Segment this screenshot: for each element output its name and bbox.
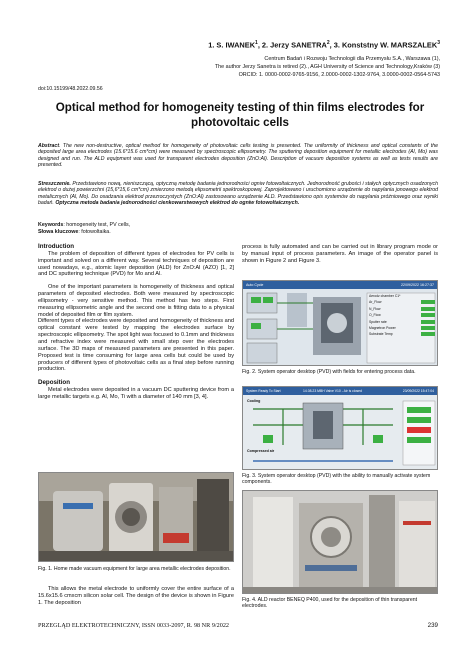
figure-2-screenshot — [242, 280, 438, 366]
intro-paragraph: Different types of electrodes were deposited and homogeneity of thickness and optical constant were tested by mapping the electrodes surface by spectroscopic ellipsometry. The spot light was focused to 0.1mm and thickness and refractive index were measured with small step over the electrodes surface. The 3D maps of measured parameters are presented in this paper. Proposed test is time consuming for large area cells but could be used by producers of different types of photovoltaic cells as a final step before running production. — [38, 318, 234, 373]
left-column-bottom: This allows the metal electrode to uniformly cover the entire surface of a 15.6x15.6 cmxcm silicon solar cell. The design of the device is shown in Figure 1. The deposition — [38, 586, 234, 606]
streszczenie-title: Optyczna metoda badania jednorodności cienkowarstwowych elektrod do ogniw fotowoltaicznych. — [55, 200, 300, 207]
abstract-label: Abstract — [38, 143, 60, 149]
right-column-intro: process is fully automated and can be carried out in library program mode or by manual input of process parameters. An image of the operator panel is shown in Figure 2 and Figure 3. — [242, 244, 438, 264]
journal-footer: PRZEGLĄD ELEKTROTECHNICZNY, ISSN 0033-2097, R. 98 NR 9/2022 — [38, 622, 230, 629]
keywords-pl-label: Słowa kluczowe — [38, 228, 79, 235]
figure-1-photo — [38, 472, 234, 562]
fig3-titlebar — [243, 387, 437, 395]
vacuum-equipment-photo — [39, 473, 234, 562]
fig3-title: System Ready To Start — [246, 389, 281, 393]
fig2-row: N_Flow — [369, 306, 435, 312]
fig2-row: Sputter rate — [369, 319, 435, 325]
affiliations — [100, 55, 440, 80]
footer — [38, 622, 438, 629]
deposition-heading: Deposition — [38, 379, 70, 387]
figure-3-screenshot — [242, 386, 438, 470]
figure-4-photo — [242, 490, 438, 594]
keywords-text: : homogeneity test, PV cells, — [63, 222, 131, 228]
abstract: Abstract. The new non-destructive, optical method for homogeneity of photovoltaic cells testing is presented. The uniformity of thickness and optical constants of the deposited large area electrodes (15.6*15.6 cm*cm) were measured by spectroscopic ellipsometry. The sputtering deposition equipment for metallic electrodes (Al, Mo) was designed and run. The ALD equipment was used for transparent electrodes deposition (ZnO:Al). Description of vacuum deposition systems as well as tests results are presented. — [38, 143, 438, 169]
affiliation-line: Centrum Badań i Rozwoju Technologii dla Przemysłu S.A., Warszawa (1), — [264, 56, 440, 62]
intro-paragraph: One of the important parameters is homogeneity of thickness and optical parameters of deposited electrodes. Both were measured by spectroscopic ellipsometry - very sensitive method. This method has two steps. First measuring ellipsometric angle and the second one is fitting data to a physical model of deposited film or film system. — [38, 284, 234, 318]
fig2-row: Magnetron Power — [369, 325, 435, 331]
streszczenie — [38, 181, 438, 207]
fig2-row: Substrate Temp — [369, 331, 435, 337]
fig2-panel — [369, 293, 435, 338]
ald-reactor-photo — [243, 491, 438, 594]
fig2-row: Ar_Flow — [369, 299, 435, 305]
affiliation-line: The author Jerzy Sanetra is retired (2)., AGH University of Science and Technology,Kraków (3) — [214, 64, 440, 71]
left-column-top — [38, 244, 234, 401]
figure-1-caption: Fig. 1. Home made vacuum equipment for large area metallic electrodes deposition. — [38, 566, 231, 572]
introduction-heading: Introduction — [38, 243, 75, 250]
keywords-label: Keywords — [38, 222, 64, 228]
streszczenie-text: Przedstawiono nową, nieniszczącą, optyczną metodę badania jednorodności ogniw fotowoltaicznych. Jednorodność grubości i stałych optycznych osadzonych elektrod o dużej powierzchni (15,6*15,6 cm*cm) zmierzono metodą elipsometrii spektroskopowej. Zaprojektowano i uruchomiono urządzenie do napylania jonowego elektrod metalicznych (Al, Mo). Do osadzania elektrod przezroczystych (ZnO:Al) zastosowano urządzenie ALD. Przedstawiono opis systemów do napylania próżniowego oraz wyniki badań. — [38, 181, 438, 207]
page-number: 239 — [427, 622, 438, 629]
figure-4-caption: Fig. 4. ALD reactor BENEQ P400, used for the deposition of thin transparent electrodes. — [242, 597, 418, 610]
fig3-message: 14.08.23 MBH Valve V10 - Air is closed — [303, 389, 362, 393]
figure-2-caption: Fig. 2. System operator desktop (PVD) with fields for entering process data. — [242, 369, 416, 375]
deposition-paragraph: Metal electrodes were deposited in a vacuum DC sputtering device from a large metallic targets e.g. Al, Mo, Ti with a diameter of 140 mm [3, 4]. — [38, 387, 234, 400]
authors: 1. S. IWANEK$^1$, 2. Jerzy SANETRA$^2$, 3. Konststny W. MARSZALEK$^3$ — [208, 40, 440, 50]
fig2-date: 22/09/2022 16:27:37 — [401, 283, 434, 287]
streszczenie-label: Streszczenie. — [38, 181, 71, 187]
fig3-cooling-label: Cooling — [247, 399, 261, 403]
intro-paragraph: The problem of deposition of different types of electrodes for PV cells is important and solved on a different way. Several techniques of deposition are used nowadays, e.g., atomic layer deposition (ALD) for ZnO:Al (AZO) [1, 2] and DC sputtering technique (PVD) for Mo and Al. — [38, 250, 234, 278]
fig3-date: 23/09/2022 15:47:04 — [402, 389, 434, 393]
orcid-line: ORCID: 1. 0000-0002-9765-9156, 2.0000-0002-1302-9764, 3.0000-0002-0564-5743 — [238, 72, 440, 79]
fig3-schematic — [243, 395, 438, 470]
fig3-air-label: Compressed air — [247, 449, 275, 453]
doi[interactable]: doi:10.15199/48.2022.09.56 — [38, 86, 103, 92]
fig2-titlebar — [243, 281, 437, 289]
paper-title: Optical method for homogeneity testing of thin films electrodes for photovoltaic cells — [55, 101, 425, 129]
keywords — [38, 222, 238, 235]
keywords-pl-text: : fotowoltaika. — [78, 228, 111, 235]
fig2-row: O_Flow — [369, 312, 435, 318]
abstract-text: The new non-destructive, optical method for homogeneity of photovoltaic cells testing is presented. The uniformity of thickness and optical constants of the deposited large area electrodes (15.6*15.6 cm*cm) were measured by spectroscopic ellipsometry. The sputtering deposition equipment for metallic electrodes (Al, Mo) was designed and run. The ALD equipment was used for transparent electrodes deposition (ZnO:Al). Description of vacuum deposition systems as well as tests results are presented. — [38, 143, 438, 169]
fig2-panel-title: Aerodz chamber C1* — [369, 294, 401, 298]
fig2-title: Auto Cycle — [246, 283, 264, 287]
figure-3-caption: Fig. 3. System operator desktop (PVD) with the ability to manually activate system components. — [242, 473, 431, 486]
